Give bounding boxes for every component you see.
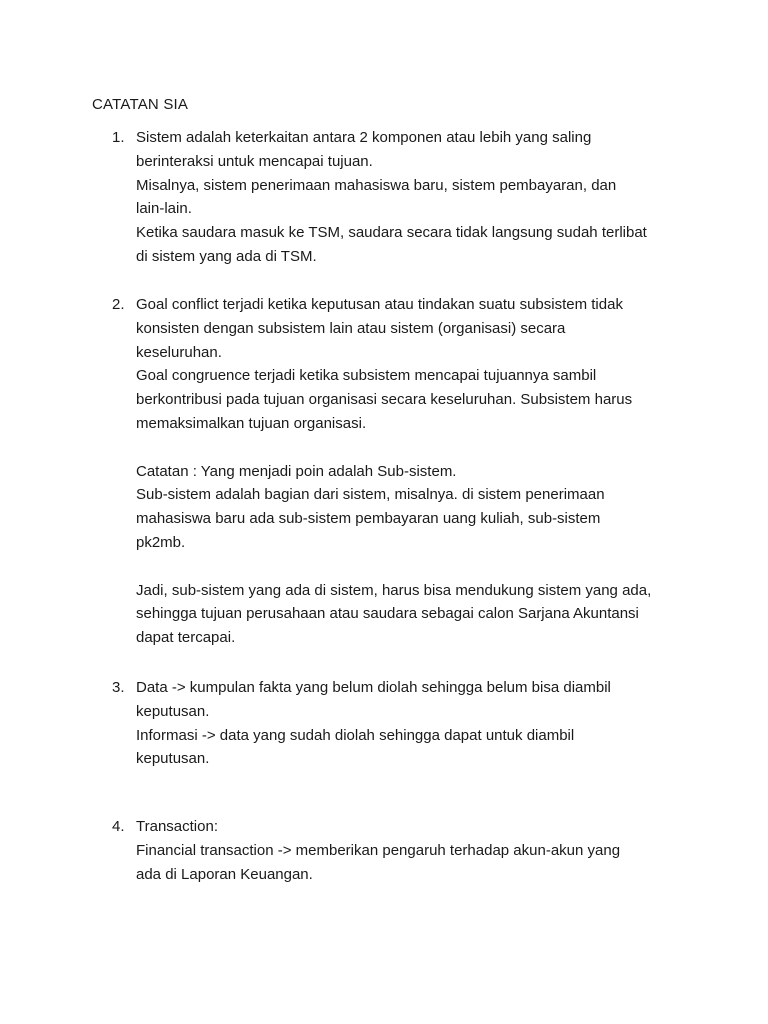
list-item-number: 3. (112, 679, 125, 696)
text-line: Ketika saudara masuk ke TSM, saudara secara tidak langsung sudah terlibat (136, 224, 647, 242)
list-item-body (136, 676, 736, 771)
text-line: Sistem adalah keterkaitan antara 2 komponen atau lebih yang saling (136, 129, 592, 146)
list-item-number: 2. (112, 296, 125, 313)
text-line: Jadi, sub-sistem yang ada di sistem, harus bisa mendukung sistem yang ada, (136, 581, 652, 599)
text-line: berinteraksi untuk mencapai tujuan. (136, 152, 373, 170)
text-line: Informasi -> data yang sudah diolah sehingga dapat untuk diambil (136, 726, 575, 744)
list-item-number: 1. (112, 129, 125, 146)
text-line: keseluruhan. (136, 343, 222, 361)
text-line: Data -> kumpulan fakta yang belum diolah sehingga belum bisa diambil (136, 679, 611, 696)
text-line: keputusan. (136, 750, 210, 768)
text-line: Financial transaction -> memberikan pengaruh terhadap akun-akun yang (136, 841, 621, 859)
text-line: konsisten dengan subsistem lain atau sistem (organisasi) secara (136, 319, 566, 337)
text-line: sehingga tujuan perusahaan atau saudara sebagai calon Sarjana Akuntansi (136, 605, 639, 623)
text-line: lain-lain. (136, 200, 192, 218)
list-item-body (136, 126, 736, 269)
text-line: keputusan. (136, 702, 210, 720)
paragraph-gap (136, 555, 736, 579)
text-line: Sub-sistem adalah bagian dari sistem, misalnya. di sistem penerimaan (136, 486, 605, 504)
list-item-number: 4. (112, 818, 125, 835)
text-line: Goal congruence terjadi ketika subsistem mencapai tujuannya sambil (136, 367, 597, 385)
text-line: pk2mb. (136, 533, 186, 551)
document-title: CATATAN SIA (92, 96, 189, 113)
text-line: ada di Laporan Keuangan. (136, 865, 313, 883)
text-line: memaksimalkan tujuan organisasi. (136, 414, 367, 432)
text-line: Goal conflict terjadi ketika keputusan atau tindakan suatu subsistem tidak (136, 296, 623, 313)
paragraph-gap (136, 436, 736, 460)
text-line: Catatan : Yang menjadi poin adalah Sub-sistem. (136, 462, 457, 480)
text-line: di sistem yang ada di TSM. (136, 247, 317, 265)
list-item-body (136, 293, 736, 650)
text-line: berkontribusi pada tujuan organisasi secara keseluruhan. Subsistem harus (136, 391, 633, 409)
text-line: dapat tercapai. (136, 629, 236, 647)
text-line: Transaction: (136, 818, 218, 835)
text-line: Misalnya, sistem penerimaan mahasiswa baru, sistem pembayaran, dan (136, 176, 617, 194)
text-line: mahasiswa baru ada sub-sistem pembayaran uang kuliah, sub-sistem (136, 510, 601, 528)
list-item-body (136, 815, 736, 886)
